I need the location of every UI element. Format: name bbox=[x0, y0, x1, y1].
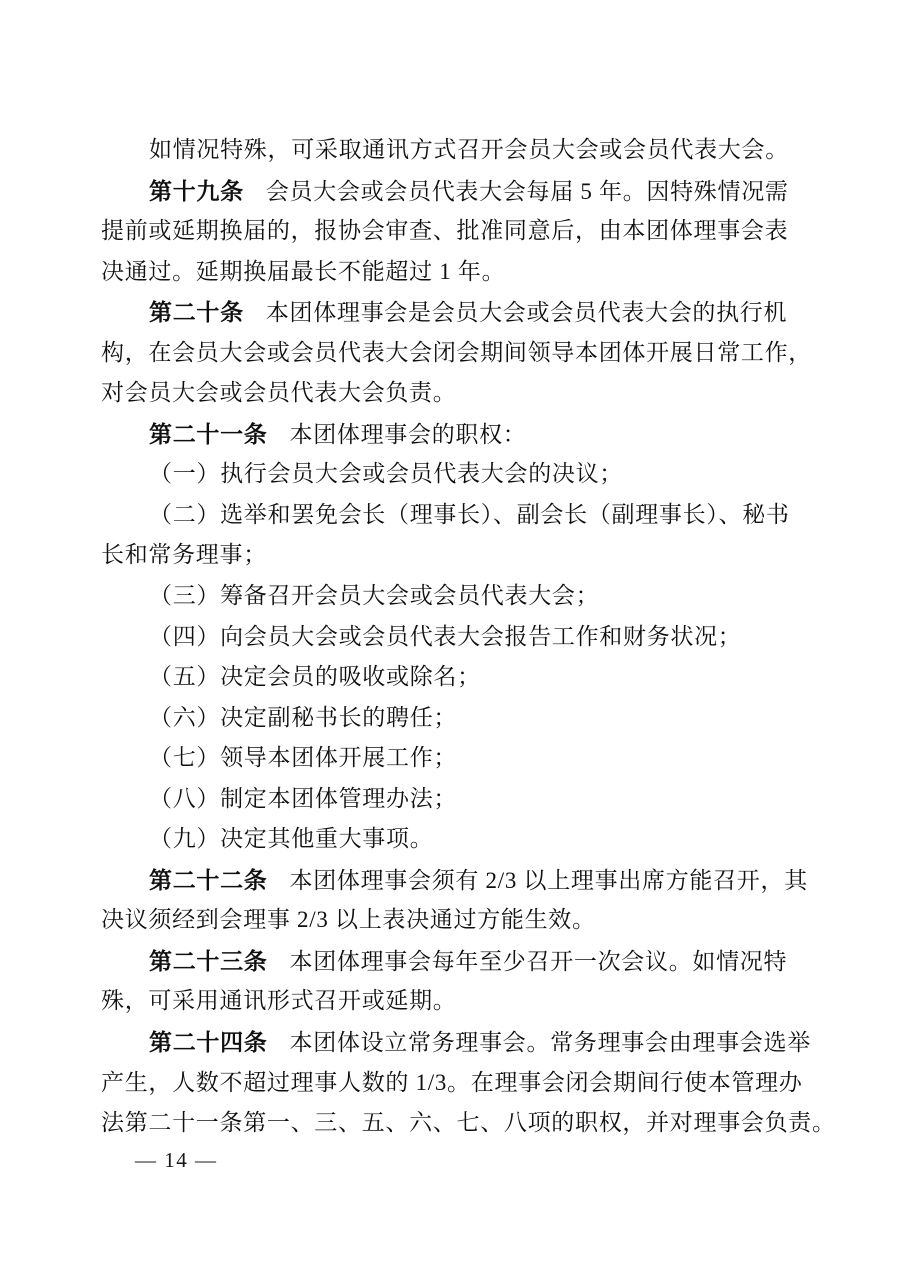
text-line bbox=[101, 535, 801, 576]
text-line bbox=[101, 779, 801, 820]
line-text: 会员大会或会员代表大会每届 5 年。因特殊情况需 bbox=[265, 178, 789, 204]
text-line bbox=[101, 1063, 801, 1104]
line-text: 对会员大会或会员代表大会负责。 bbox=[101, 380, 457, 406]
line-text: 本团体理事会每年至少召开一次会议。如情况特 bbox=[289, 948, 788, 974]
line-text: 如情况特殊，可采取通讯方式召开会员大会或会员代表大会。 bbox=[149, 137, 789, 162]
text-line bbox=[101, 698, 801, 739]
line-text: 本团体理事会是会员大会或会员代表大会的执行机 bbox=[265, 300, 788, 326]
line-text: （九）决定其他重大事项。 bbox=[149, 826, 434, 852]
text-line bbox=[101, 819, 801, 860]
text-line bbox=[101, 1103, 836, 1144]
article-heading: 第十九条 bbox=[149, 177, 244, 204]
text-line bbox=[101, 333, 812, 374]
line-text: （五）决定会员的吸收或除名； bbox=[149, 664, 481, 690]
line-text: 殊，可采用通讯形式召开或延期。 bbox=[101, 988, 457, 1014]
text-line bbox=[101, 941, 801, 982]
text-line bbox=[101, 373, 801, 414]
text-line bbox=[101, 738, 801, 779]
text-line bbox=[101, 1022, 811, 1063]
text-line bbox=[101, 981, 801, 1022]
line-text: 本团体理事会须有 2/3 以上理事出席方能召开，其 bbox=[289, 867, 808, 893]
text-line bbox=[101, 414, 801, 455]
text-line bbox=[101, 657, 801, 698]
line-text: 产生，人数不超过理事人数的 1/3。在理事会闭会期间行使本管理办 bbox=[101, 1069, 803, 1095]
text-line bbox=[101, 900, 801, 941]
article-heading: 第二十二条 bbox=[149, 866, 268, 893]
text-line bbox=[101, 454, 801, 495]
line-text: （二）选举和罢免会长（理事长）、副会长（副理事长）、秘书 bbox=[149, 501, 790, 527]
line-text: 提前或延期换届的，报协会审查、批准同意后，由本团体理事会表 bbox=[101, 218, 789, 244]
line-text: 决通过。延期换届最长不能超过 1 年。 bbox=[101, 258, 506, 284]
text-line bbox=[101, 495, 801, 536]
text-line bbox=[101, 576, 801, 617]
line-text: （七）领导本团体开展工作； bbox=[149, 745, 458, 771]
text-line bbox=[101, 860, 808, 901]
line-text: （四）向会员大会或会员代表大会报告工作和财务状况； bbox=[149, 623, 742, 649]
line-text: 本团体理事会的职权： bbox=[289, 421, 527, 447]
line-text: （一）执行会员大会或会员代表大会的决议； bbox=[149, 461, 623, 487]
article-heading: 第二十条 bbox=[149, 299, 244, 326]
line-text: 决议须经到会理事 2/3 以上表决通过方能生效。 bbox=[101, 907, 596, 933]
article-heading: 第二十四条 bbox=[149, 1029, 268, 1056]
line-text: （六）决定副秘书长的聘任； bbox=[149, 704, 458, 730]
line-text: （八）制定本团体管理办法； bbox=[149, 785, 458, 811]
line-text: 长和常务理事； bbox=[101, 542, 267, 568]
text-line bbox=[101, 171, 801, 212]
line-text: （三）筹备召开会员大会或会员代表大会； bbox=[149, 583, 600, 609]
line-text: 法第二十一条第一、三、五、六、七、八项的职权，并对理事会负责。 bbox=[101, 1110, 836, 1136]
document-body bbox=[101, 130, 836, 1144]
article-heading: 第二十三条 bbox=[149, 947, 268, 974]
text-line bbox=[101, 130, 801, 171]
page-number: — 14 — bbox=[135, 1148, 218, 1172]
line-text: 构，在会员大会或会员代表大会闭会期间领导本团体开展日常工作， bbox=[101, 339, 812, 365]
text-line bbox=[101, 211, 801, 252]
text-line bbox=[101, 252, 801, 293]
line-text: 本团体设立常务理事会。常务理事会由理事会选举 bbox=[289, 1030, 811, 1056]
article-heading: 第二十一条 bbox=[149, 420, 268, 447]
text-line bbox=[101, 617, 801, 658]
text-line bbox=[101, 292, 801, 333]
